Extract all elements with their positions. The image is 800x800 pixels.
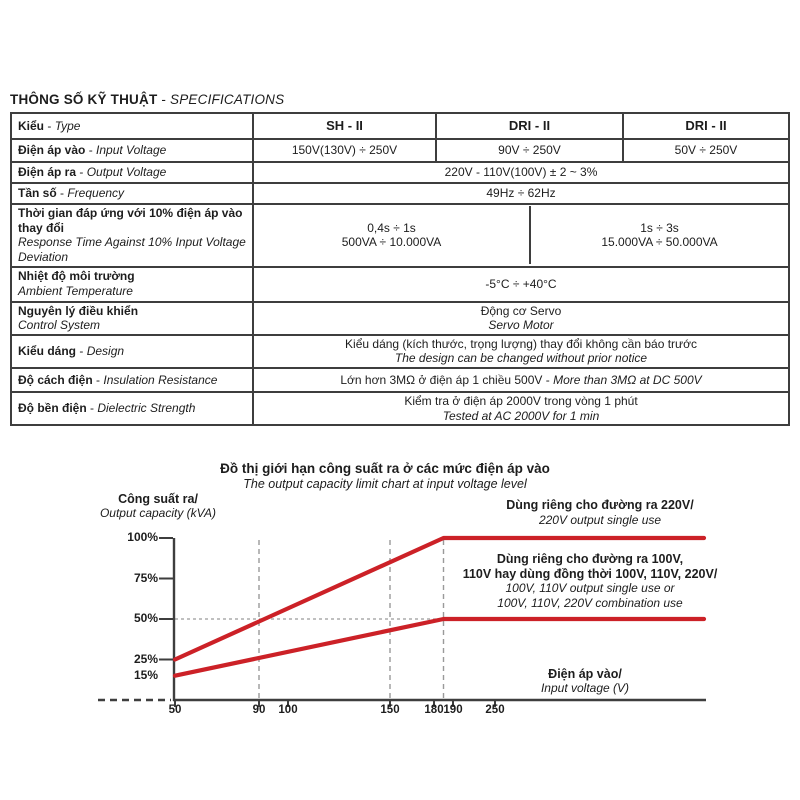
spec-table bbox=[10, 112, 790, 426]
model-cell: DRI - II bbox=[623, 113, 789, 139]
x-tick-label: 190 bbox=[443, 704, 463, 716]
spec-row-insulation-resistance bbox=[11, 368, 789, 392]
spec-row-ambient-temperature bbox=[11, 267, 789, 302]
row-label: Nguyên lý điều khiển Control System bbox=[11, 302, 253, 335]
y-tick-label: 25% bbox=[133, 651, 158, 666]
row-label: Nhiệt độ môi trường Ambient Temperature bbox=[11, 267, 253, 302]
spec-row-control-system bbox=[11, 302, 789, 335]
spec-row-dielectric-strength bbox=[11, 392, 789, 425]
spec-value: 1s ÷ 3s 15.000VA ÷ 50.000VA bbox=[601, 220, 718, 250]
spec-value: 90V ÷ 250V bbox=[436, 139, 623, 162]
page-title-en: SPECIFICATIONS bbox=[170, 92, 285, 107]
chart-title-block bbox=[85, 461, 685, 492]
y-tick-label: 75% bbox=[133, 570, 158, 585]
x-axis-label bbox=[500, 667, 670, 695]
chart-subtitle: The output capacity limit chart at input voltage level bbox=[243, 477, 527, 492]
x-tick-label: 180 bbox=[424, 704, 444, 716]
chart-title: Đồ thị giới hạn công suất ra ở các mức điện áp vào bbox=[220, 461, 550, 476]
x-axis-label-en: Input voltage (V) bbox=[540, 681, 630, 695]
spec-value: 0,4s ÷ 1s 500VA ÷ 10.000VA bbox=[254, 206, 531, 264]
row-label: Độ cách điện - Insulation Resistance bbox=[11, 368, 253, 392]
spec-row-input-voltage bbox=[11, 139, 789, 162]
row-label: Độ bền điện - Dielectric Strength bbox=[11, 392, 253, 425]
row-label: Kiểu - Type bbox=[11, 113, 253, 139]
x-tick-label: 90 bbox=[252, 704, 266, 716]
spec-row-frequency bbox=[11, 183, 789, 204]
row-label: Tần số - Frequency bbox=[11, 183, 253, 204]
spec-row-type bbox=[11, 113, 789, 139]
page-title bbox=[10, 92, 284, 107]
y-tick-label: 100% bbox=[127, 530, 158, 544]
model-cell: DRI - II bbox=[436, 113, 623, 139]
page-title-sep: - bbox=[157, 92, 171, 107]
spec-value: Kiểu dáng (kích thước, trọng lượng) thay đổi không cần báo trước The design can be changed without prior notice bbox=[253, 335, 789, 368]
page-title-vi: THÔNG SỐ KỸ THUẬT bbox=[10, 92, 158, 107]
spec-row-output-voltage bbox=[11, 162, 789, 183]
x-axis-label-vi: Điện áp vào/ bbox=[548, 667, 622, 681]
spec-value: 150V(130V) ÷ 250V bbox=[253, 139, 436, 162]
spec-value: 49Hz ÷ 62Hz bbox=[253, 183, 789, 204]
spec-value: Động cơ Servo Servo Motor bbox=[253, 302, 789, 335]
y-tick-label: 15% bbox=[133, 667, 158, 682]
row-label: Kiểu dáng - Design bbox=[11, 335, 253, 368]
x-tick-label: 150 bbox=[380, 704, 400, 716]
row-label: Thời gian đáp ứng với 10% điện áp vào thay đổi Response Time Against 10% Input Voltage Deviation bbox=[11, 204, 253, 267]
row-label: Điện áp vào - Input Voltage bbox=[11, 139, 253, 162]
row-label: Điện áp ra - Output Voltage bbox=[11, 162, 253, 183]
spec-value: Kiểm tra ở điện áp 2000V trong vòng 1 phút Tested at AC 2000V for 1 min bbox=[253, 392, 789, 425]
spec-row-design bbox=[11, 335, 789, 368]
spec-value: 220V - 110V(100V) ± 2 ~ 3% bbox=[253, 162, 789, 183]
x-tick-label: 250 bbox=[485, 704, 505, 716]
x-tick-label: 100 bbox=[278, 704, 298, 716]
y-axis-label-vi: Công suất ra/ bbox=[118, 492, 198, 506]
x-tick-label: 50 bbox=[168, 704, 182, 716]
model-cell: SH - II bbox=[253, 113, 436, 139]
spec-value-group bbox=[253, 204, 789, 267]
spec-value: -5°C ÷ +40°C bbox=[253, 267, 789, 302]
y-axis-label-en: Output capacity (kVA) bbox=[99, 506, 217, 520]
annotation-100v-combination: Dùng riêng cho đường ra 100V, 110V hay dùng đồng thời 100V, 110V, 220V/ 100V, 110V output single use or 100V, 110V, 220V combination use bbox=[462, 552, 718, 610]
y-axis-label bbox=[88, 492, 228, 520]
y-tick-label: 50% bbox=[133, 611, 158, 625]
spec-row-response-time bbox=[11, 204, 789, 267]
spec-value: 50V ÷ 250V bbox=[623, 139, 789, 162]
spec-value: Lớn hơn 3MΩ ở điện áp 1 chiều 500V - More than 3MΩ at DC 500V bbox=[253, 368, 789, 392]
annotation-220v: Dùng riêng cho đường ra 220V/ 220V output single use bbox=[506, 498, 694, 527]
